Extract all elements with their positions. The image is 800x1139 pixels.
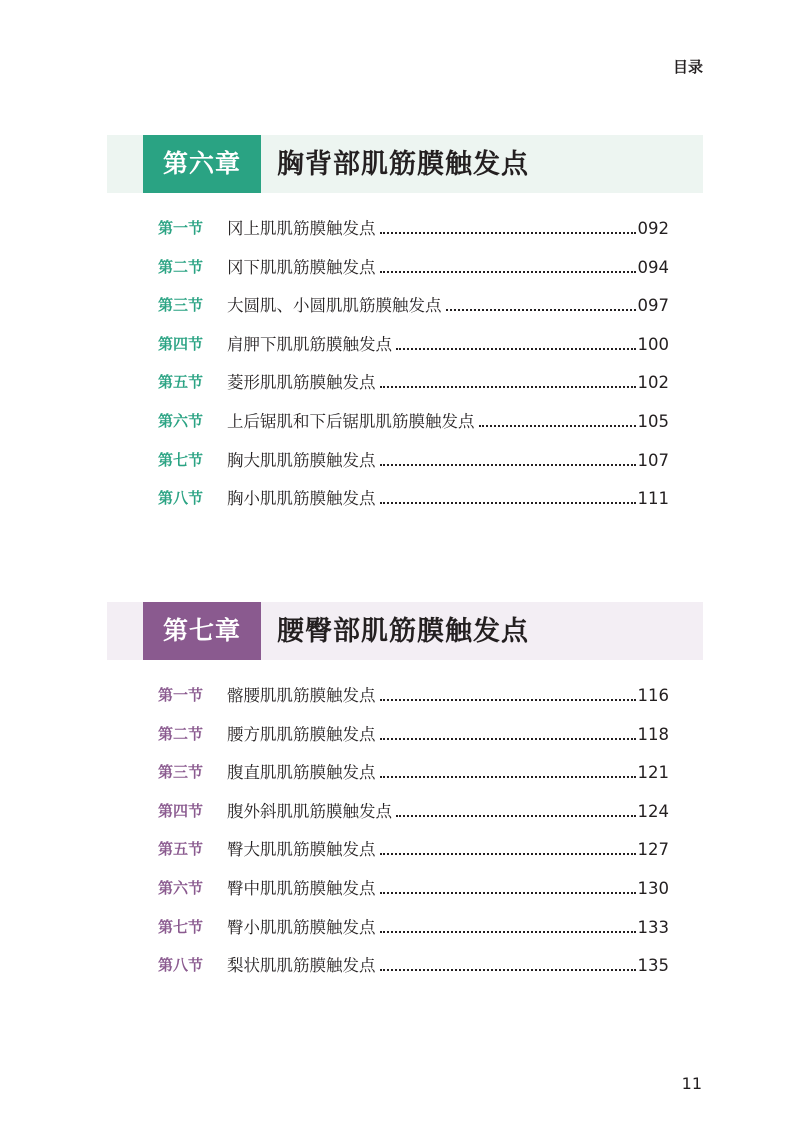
dot-leader — [380, 737, 636, 740]
section-label: 第三节 — [158, 296, 204, 315]
section-page-number: 130 — [637, 878, 669, 898]
toc-entry[interactable] — [227, 836, 669, 860]
dot-leader — [380, 270, 636, 273]
toc-row[interactable] — [107, 331, 703, 370]
section-page-number: 107 — [637, 450, 669, 470]
section-title: 腹外斜肌肌筋膜触发点 — [227, 801, 392, 821]
chapter-number: 第七章 — [143, 602, 261, 660]
section-label: 第四节 — [158, 334, 204, 353]
section-title: 腰方肌肌筋膜触发点 — [227, 724, 376, 744]
toc-row[interactable] — [107, 721, 703, 760]
toc-entry[interactable] — [227, 759, 669, 783]
toc-entry[interactable] — [227, 721, 669, 745]
dot-leader — [380, 968, 636, 971]
chapter-7-block — [107, 602, 703, 991]
section-page-number: 133 — [637, 917, 669, 937]
section-label: 第二节 — [158, 724, 204, 743]
chapter-title: 腰臀部肌筋膜触发点 — [277, 616, 529, 647]
dot-leader — [380, 891, 636, 894]
section-label: 第三节 — [158, 763, 204, 782]
section-title: 冈上肌肌筋膜触发点 — [227, 219, 376, 238]
section-page-number: 121 — [637, 763, 669, 783]
section-title: 胸小肌肌筋膜触发点 — [227, 489, 376, 509]
section-title: 上后锯肌和下后锯肌肌筋膜触发点 — [227, 411, 475, 431]
toc-entry[interactable] — [227, 369, 669, 393]
toc-row[interactable] — [107, 485, 703, 524]
section-label: 第八节 — [158, 489, 204, 508]
dot-leader — [380, 385, 636, 388]
section-title: 冈下肌肌筋膜触发点 — [227, 257, 376, 277]
section-label: 第一节 — [158, 686, 204, 704]
section-page-number: 105 — [637, 411, 669, 431]
section-title: 臀小肌肌筋膜触发点 — [227, 917, 376, 937]
dot-leader — [396, 347, 636, 350]
toc-entry[interactable] — [227, 447, 669, 471]
section-page-number: 127 — [637, 840, 669, 860]
section-label: 第七节 — [158, 450, 204, 469]
toc-entry[interactable] — [227, 682, 669, 706]
toc-list — [107, 215, 703, 524]
toc-row[interactable] — [107, 254, 703, 293]
dot-leader — [380, 463, 636, 466]
dot-leader — [380, 698, 636, 701]
section-title: 肩胛下肌肌筋膜触发点 — [227, 334, 392, 354]
toc-entry[interactable] — [227, 254, 669, 278]
toc-entry[interactable] — [227, 292, 669, 316]
section-label: 第六节 — [158, 411, 204, 430]
section-title: 胸大肌肌筋膜触发点 — [227, 450, 376, 470]
section-page-number: 111 — [637, 489, 669, 509]
toc-entry[interactable] — [227, 798, 669, 822]
toc-row[interactable] — [107, 798, 703, 837]
section-title: 臀大肌肌筋膜触发点 — [227, 840, 376, 860]
toc-row[interactable] — [107, 447, 703, 486]
toc-entry[interactable] — [227, 875, 669, 899]
toc-entry[interactable] — [227, 952, 669, 976]
toc-row[interactable] — [107, 914, 703, 953]
section-label: 第一节 — [158, 219, 204, 237]
chapter-banner — [107, 135, 703, 193]
section-page-number: 118 — [637, 724, 669, 744]
toc-entry[interactable] — [227, 485, 669, 509]
chapter-number: 第六章 — [143, 135, 261, 193]
dot-leader — [380, 231, 636, 234]
section-label: 第五节 — [158, 373, 204, 392]
section-title: 菱形肌肌筋膜触发点 — [227, 373, 376, 393]
section-page-number: 116 — [637, 686, 669, 705]
chapter-6-block — [107, 135, 703, 524]
toc-row[interactable] — [107, 836, 703, 875]
toc-row[interactable] — [107, 875, 703, 914]
toc-row[interactable] — [107, 952, 703, 991]
section-title: 髂腰肌肌筋膜触发点 — [227, 686, 376, 705]
section-page-number: 092 — [637, 219, 669, 238]
toc-row[interactable] — [107, 215, 703, 254]
chapter-banner — [107, 602, 703, 660]
section-label: 第七节 — [158, 917, 204, 936]
toc-row[interactable] — [107, 369, 703, 408]
dot-leader — [380, 930, 636, 933]
dot-leader — [380, 775, 636, 778]
page-number: 11 — [681, 1074, 702, 1093]
running-head-title: 目录 — [672, 58, 703, 76]
dot-leader — [479, 424, 636, 427]
toc-row[interactable] — [107, 292, 703, 331]
section-page-number: 102 — [637, 373, 669, 393]
section-title: 臀中肌肌筋膜触发点 — [227, 878, 376, 898]
section-label: 第四节 — [158, 801, 204, 820]
chapter-title: 胸背部肌筋膜触发点 — [277, 149, 529, 180]
dot-leader — [380, 501, 636, 504]
section-label: 第二节 — [158, 257, 204, 276]
section-label: 第六节 — [158, 878, 204, 897]
section-title: 腹直肌肌筋膜触发点 — [227, 763, 376, 783]
section-page-number: 097 — [637, 296, 669, 316]
toc-row[interactable] — [107, 408, 703, 447]
toc-list — [107, 682, 703, 991]
section-title: 梨状肌肌筋膜触发点 — [227, 956, 376, 976]
section-page-number: 094 — [637, 257, 669, 277]
dot-leader — [446, 308, 636, 311]
toc-entry[interactable] — [227, 331, 669, 355]
toc-entry[interactable] — [227, 914, 669, 938]
toc-entry[interactable] — [227, 215, 669, 239]
section-page-number: 135 — [637, 956, 669, 976]
dot-leader — [396, 814, 636, 817]
dot-leader — [380, 852, 636, 855]
section-page-number: 124 — [637, 801, 669, 821]
toc-row[interactable] — [107, 682, 703, 721]
section-label: 第五节 — [158, 840, 204, 859]
toc-row[interactable] — [107, 759, 703, 798]
section-page-number: 100 — [637, 334, 669, 354]
section-title: 大圆肌、小圆肌肌筋膜触发点 — [227, 296, 442, 316]
section-label: 第八节 — [158, 956, 204, 975]
toc-entry[interactable] — [227, 408, 669, 432]
